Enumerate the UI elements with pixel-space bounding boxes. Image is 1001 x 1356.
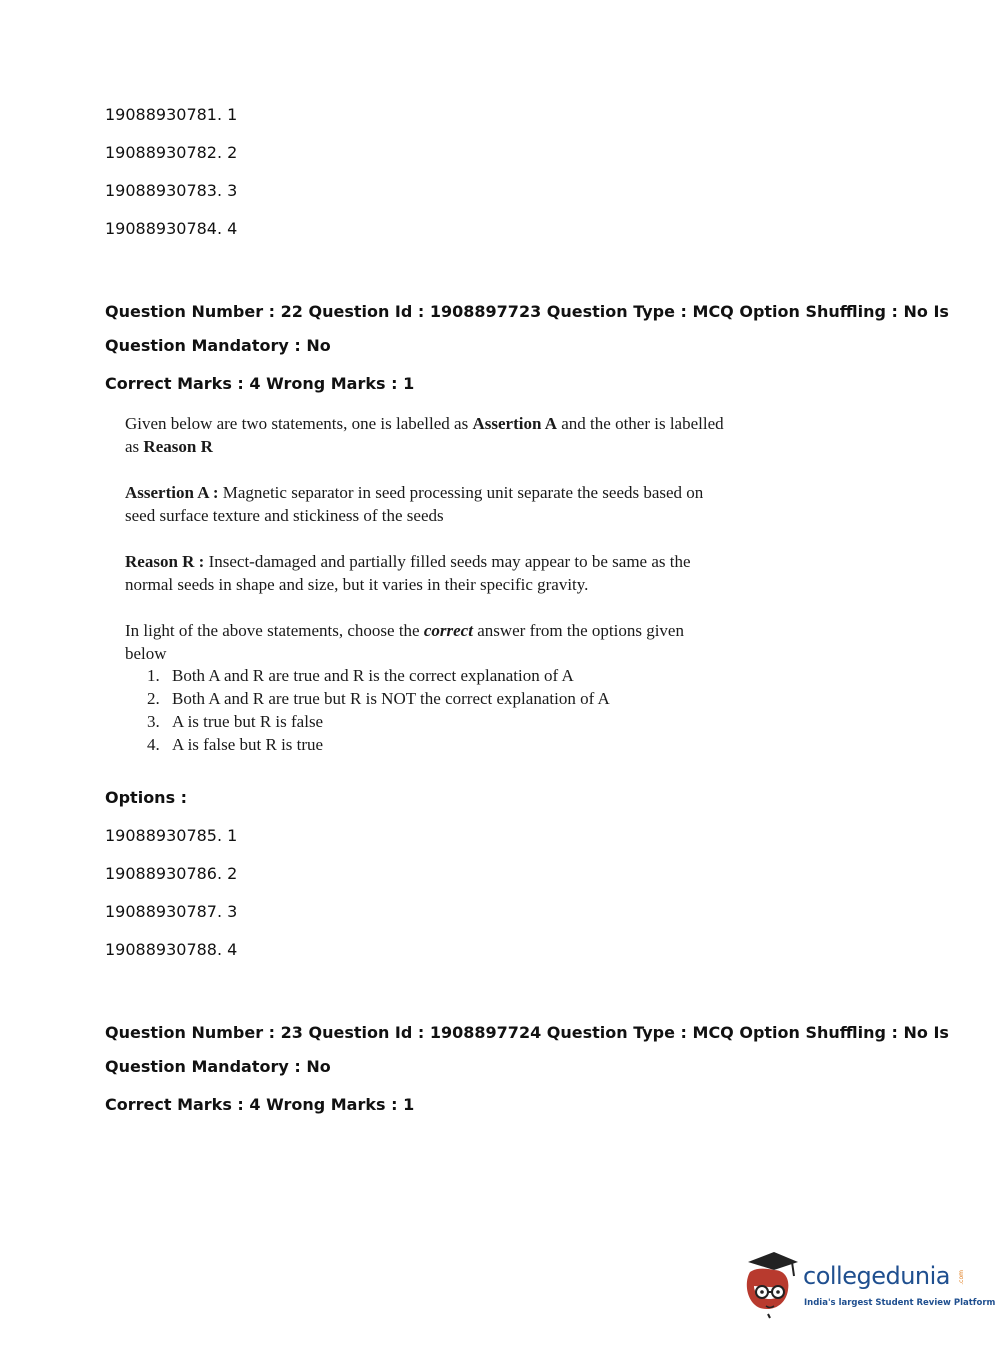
instruction-text: In light of the above statements, choose the correct answer from the options given below bbox=[125, 621, 684, 663]
question-23-marks: Correct Marks : 4 Wrong Marks : 1 bbox=[105, 1095, 415, 1114]
options-label: Options : bbox=[105, 788, 188, 807]
option-line: 19088930781. 1 bbox=[105, 105, 238, 124]
mascot-icon bbox=[740, 1248, 802, 1320]
question-intro: Given below are two statements, one is labelled as Assertion A and the other is labelled as Reason R bbox=[125, 414, 724, 456]
reason-statement: Reason R : Insect-damaged and partially filled seeds may appear to be same as the normal seeds in shape and size, but it varies in their specific gravity. bbox=[125, 552, 691, 594]
choice-list bbox=[147, 664, 610, 756]
question-23-header: Question Number : 23 Question Id : 1908897724 Question Type : MCQ Option Shuffling : No Is bbox=[105, 1023, 949, 1042]
choice-item: 1. Both A and R are true and R is the correct explanation of A bbox=[147, 666, 574, 685]
option-line: 19088930784. 4 bbox=[105, 219, 238, 238]
option-line: 19088930782. 2 bbox=[105, 143, 238, 162]
assertion-statement: Assertion A : Magnetic separator in seed processing unit separate the seeds based on seed surface texture and stickiness of the seeds bbox=[125, 483, 704, 525]
logo-domain-suffix: .com bbox=[958, 1270, 965, 1285]
choice-item: 2. Both A and R are true but R is NOT the correct explanation of A bbox=[147, 689, 610, 708]
question-22-header: Question Number : 22 Question Id : 1908897723 Question Type : MCQ Option Shuffling : No Is bbox=[105, 302, 949, 321]
choice-item: 4. A is false but R is true bbox=[147, 735, 324, 754]
question-22-marks: Correct Marks : 4 Wrong Marks : 1 bbox=[105, 374, 415, 393]
collegedunia-logo bbox=[740, 1248, 996, 1320]
option-line: 19088930785. 1 bbox=[105, 826, 238, 845]
option-line: 19088930783. 3 bbox=[105, 181, 238, 200]
choice-item: 3. A is true but R is false bbox=[147, 712, 324, 731]
question-22-mandatory: Question Mandatory : No bbox=[105, 336, 331, 355]
logo-wordmark: collegedunia bbox=[803, 1262, 951, 1290]
logo-tagline: India's largest Student Review Platform bbox=[804, 1298, 996, 1308]
question-23-mandatory: Question Mandatory : No bbox=[105, 1057, 331, 1076]
option-line: 19088930786. 2 bbox=[105, 864, 238, 883]
option-line: 19088930787. 3 bbox=[105, 902, 238, 921]
option-line: 19088930788. 4 bbox=[105, 940, 238, 959]
